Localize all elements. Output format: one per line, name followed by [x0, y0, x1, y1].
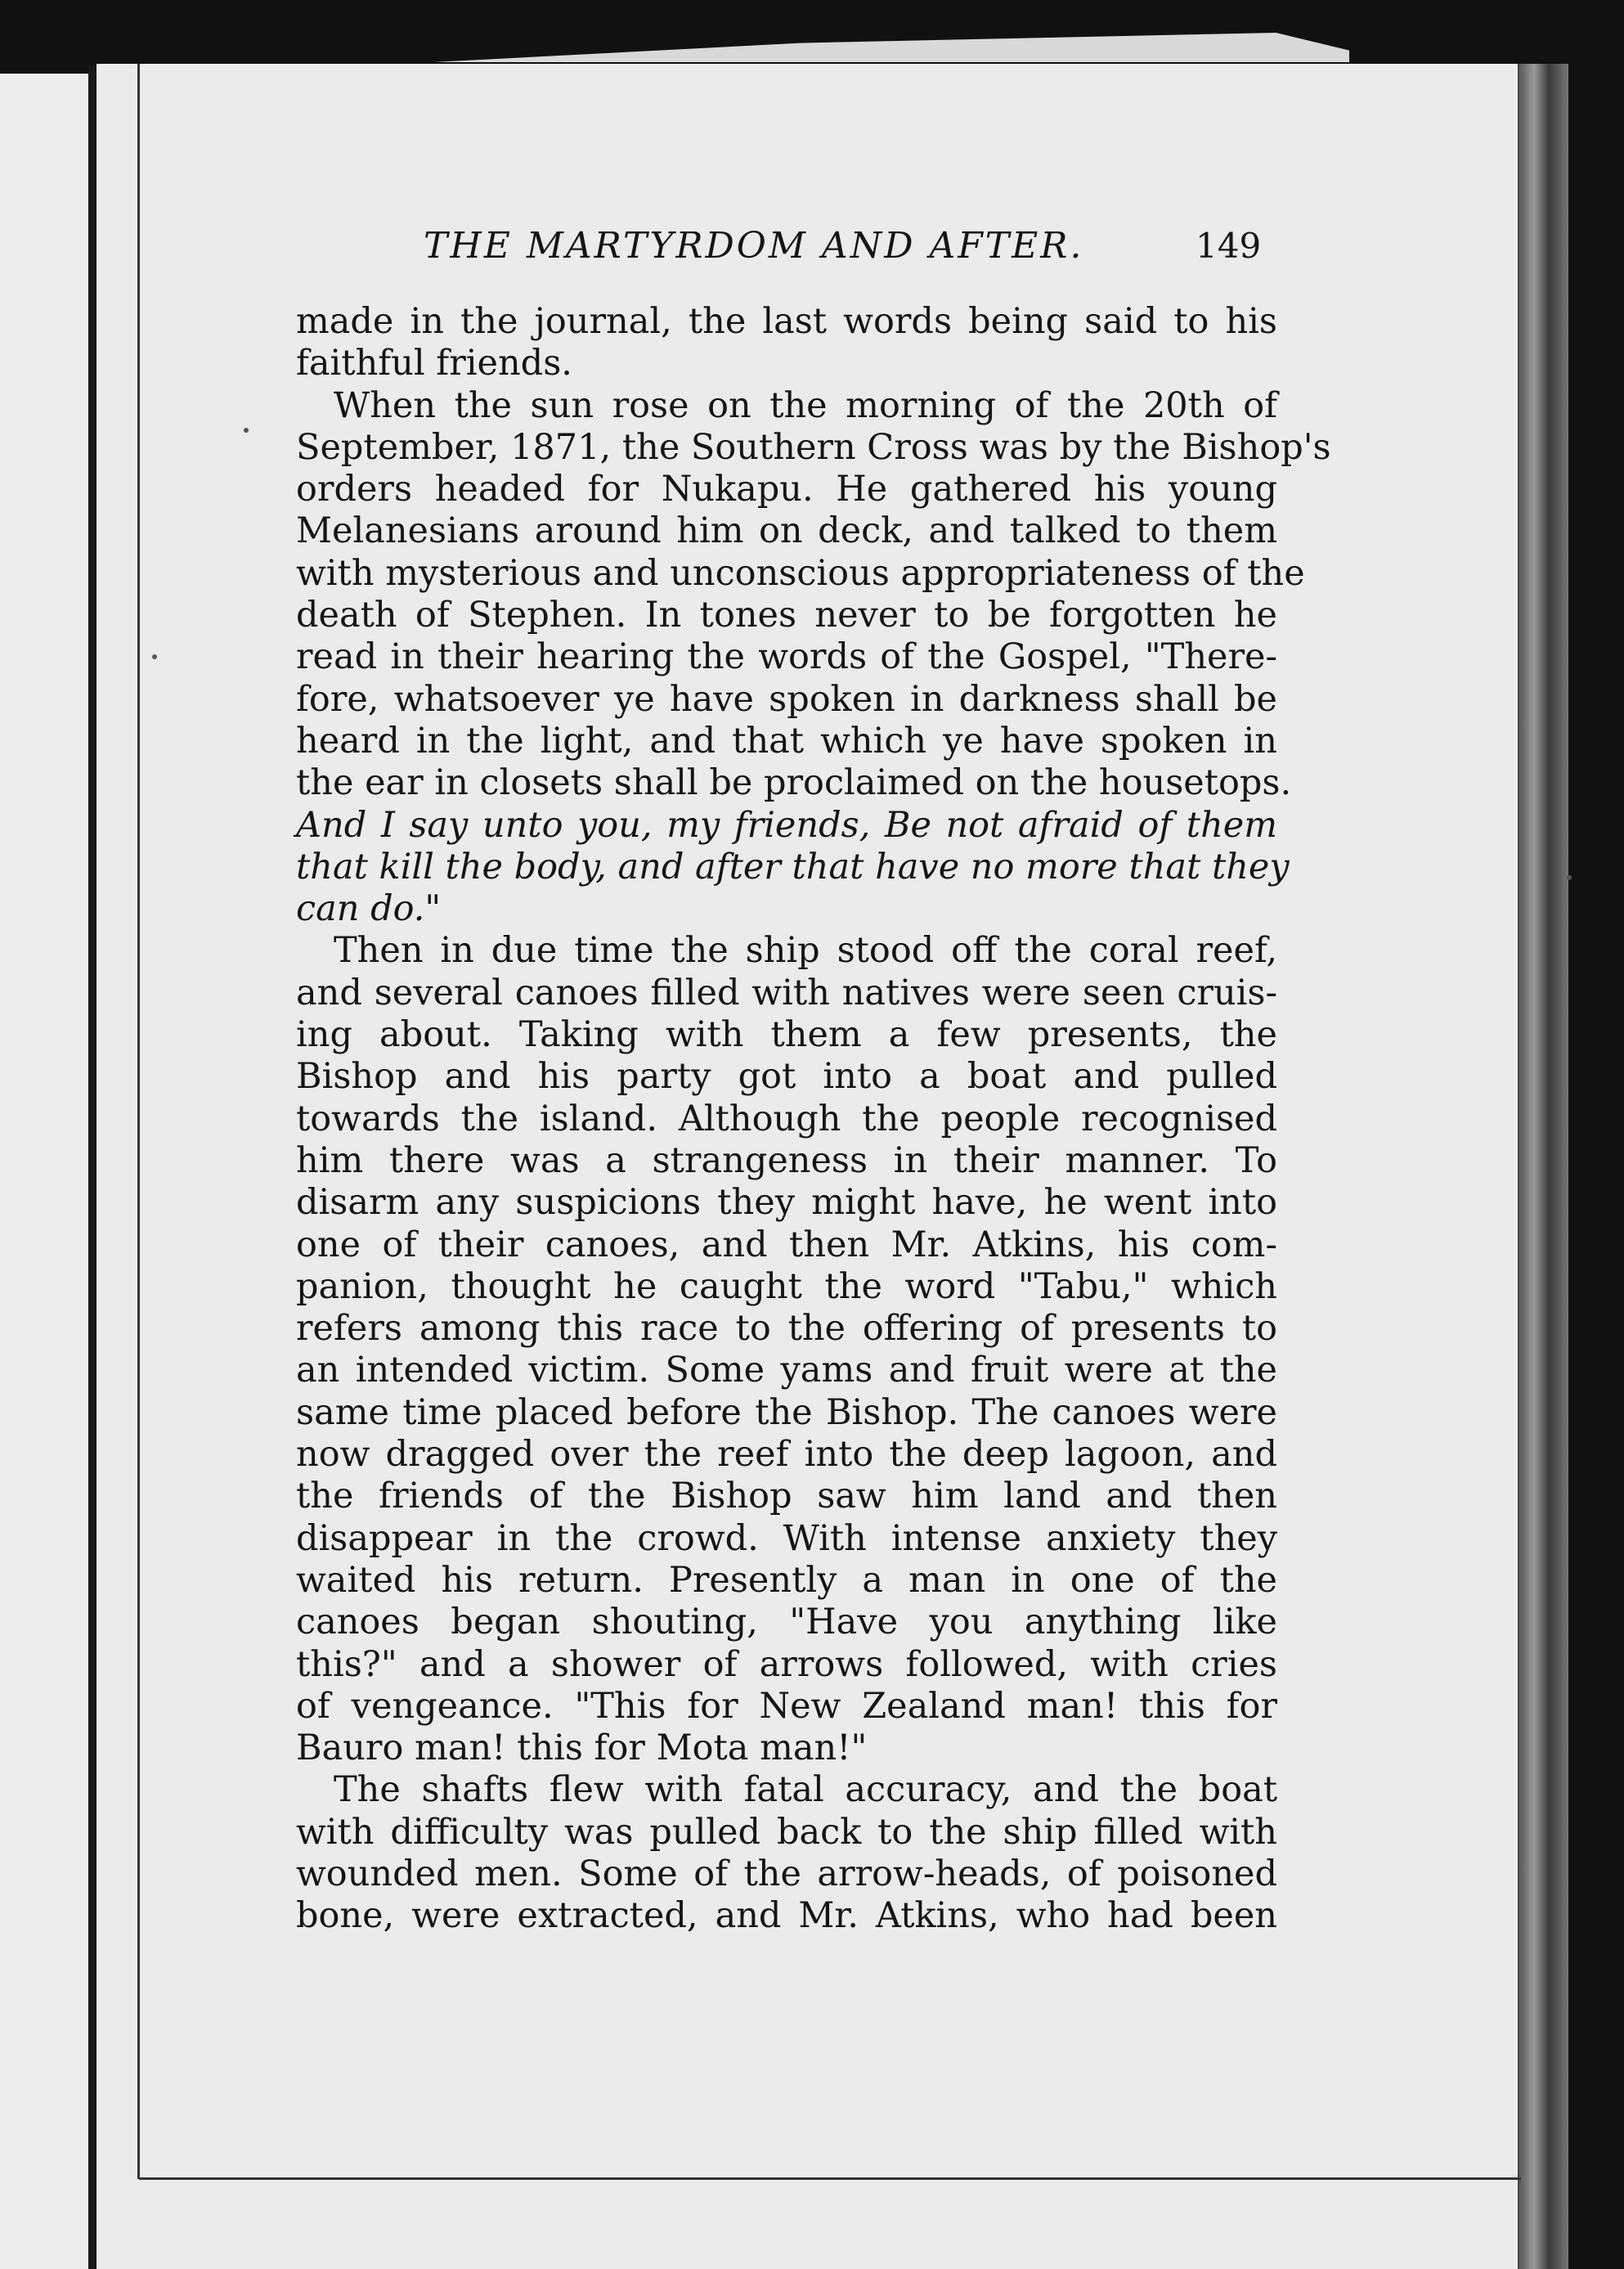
- text-line: refers among this race to the offering of presents to: [296, 1308, 1277, 1350]
- page-frame-bottom: [139, 2177, 1521, 2180]
- text-line: Bishop and his party got into a boat and pulled: [296, 1056, 1277, 1098]
- text-line: Melanesians around him on deck, and talked to them: [296, 510, 1277, 552]
- text-line: waited his return. Presently a man in one of the: [296, 1559, 1277, 1601]
- text-line: disappear in the crowd. With intense anxiety they: [296, 1517, 1277, 1559]
- text-line: towards the island. Although the people recognised: [296, 1098, 1277, 1139]
- text-line: heard in the light, and that which ye have spoken in: [296, 720, 1277, 762]
- text-line: September, 1871, the Southern Cross was by the Bishop's: [296, 426, 1331, 468]
- page-frame-left: [137, 64, 140, 2179]
- text-line: orders headed for Nukapu. He gathered his young: [296, 469, 1277, 510]
- top-paper-edge: [433, 33, 1349, 62]
- text-line: that kill the body, and after that have no more that they: [296, 846, 1290, 887]
- text-line: panion, thought he caught the word "Tabu," which: [296, 1265, 1277, 1307]
- body-text: [296, 301, 1331, 1938]
- text-line: the friends of the Bishop saw him land and then: [296, 1476, 1277, 1517]
- text-line: him there was a strangeness in their manner. To: [296, 1139, 1277, 1181]
- page-fore-edge: [1519, 64, 1568, 2269]
- text-line: canoes began shouting, "Have you anything like: [296, 1602, 1277, 1643]
- binding-gutter: [88, 65, 95, 2269]
- text-line: ing about. Taking with them a few presents, the: [296, 1014, 1277, 1056]
- text-line: faithful friends.: [296, 343, 572, 384]
- text-line: death of Stephen. In tones never to be forgotten he: [296, 595, 1277, 636]
- text-line: When the sun rose on the morning of the 20th of: [334, 384, 1277, 426]
- speck: [244, 428, 249, 433]
- text-line: an intended victim. Some yams and fruit were at the: [296, 1350, 1277, 1391]
- text-line: The shafts flew with fatal accuracy, and the boat: [334, 1769, 1277, 1811]
- running-head: THE MARTYRDOM AND AFTER.: [424, 225, 1084, 267]
- text-line: with mysterious and unconscious appropriateness of the: [296, 552, 1305, 594]
- text-line: can do.": [296, 888, 442, 930]
- facing-page-edge: [0, 74, 88, 2269]
- text-line: And I say unto you, my friends, Be not afraid of them: [296, 804, 1277, 846]
- text-line: and several canoes filled with natives were seen cruis-: [296, 972, 1277, 1013]
- text-line: bone, were extracted, and Mr. Atkins, who had been: [296, 1895, 1277, 1937]
- text-line: wounded men. Some of the arrow-heads, of poisoned: [296, 1853, 1277, 1894]
- text-line: made in the journal, the last words being said to his: [296, 301, 1277, 342]
- text-line: now dragged over the reef into the deep lagoon, and: [296, 1434, 1277, 1476]
- text-line: this?" and a shower of arrows followed, with cries: [296, 1643, 1277, 1685]
- text-line: read in their hearing the words of the Gospel, "There-: [296, 636, 1277, 678]
- text-line: the ear in closets shall be proclaimed on the housetops.: [296, 762, 1292, 804]
- text-line: with difficulty was pulled back to the ship filled with: [296, 1811, 1277, 1853]
- text-line: same time placed before the Bishop. The canoes were: [296, 1391, 1277, 1433]
- text-line: of vengeance. "This for New Zealand man! this for: [296, 1685, 1277, 1727]
- text-line: Then in due time the ship stood off the coral reef,: [334, 930, 1277, 972]
- speck: [1567, 875, 1572, 880]
- speck: [152, 654, 157, 659]
- text-line: disarm any suspicions they might have, he went into: [296, 1182, 1277, 1224]
- text-line: Bauro man! this for Mota man!": [296, 1728, 868, 1769]
- page-number: 149: [1196, 226, 1262, 266]
- text-line: one of their canoes, and then Mr. Atkins, his com-: [296, 1224, 1277, 1265]
- text-line: fore, whatsoever ye have spoken in darkness shall be: [296, 678, 1277, 720]
